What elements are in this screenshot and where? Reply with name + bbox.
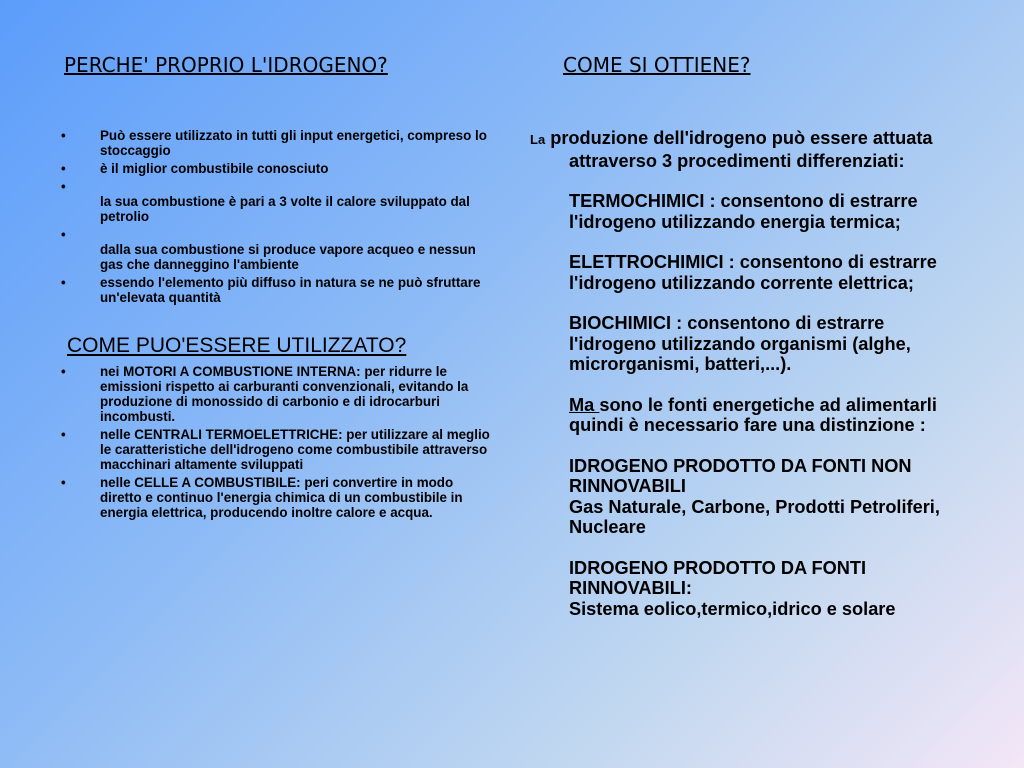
non-renewable-list: Gas Naturale, Carbone, Prodotti Petroliferi, Nucleare	[569, 496, 940, 537]
reason-text: dalla sua combustione si produce vapore acqueo e nessun gas che danneggino l'ambiente	[100, 242, 476, 272]
elettrochimici-text: ELETTROCHIMICI : consentono di estrarre l'idrogeno utilizzando corrente elettrica;	[569, 252, 937, 293]
renewable-block	[530, 558, 970, 620]
reason-item	[60, 161, 494, 176]
bullet-icon: •	[61, 161, 66, 176]
bullet-icon: •	[61, 427, 66, 442]
use-text: nei MOTORI A COMBUSTIONE INTERNA: per ridurre le emissioni rispetto ai carburanti convenzionali, evitando la produzione di monossido di carbonio e di idrocarburi incombusti.	[100, 364, 469, 424]
reason-text: la sua combustione è pari a 3 volte il calore sviluppato dal petrolio	[100, 194, 470, 224]
reason-text: è il miglior combustibile conosciuto	[100, 161, 329, 176]
intro-text: produzione dell'idrogeno può essere attuata attraverso 3 procedimenti differenziati:	[545, 128, 933, 171]
bullet-icon: •	[61, 179, 66, 194]
use-item	[60, 364, 494, 424]
ma-text: sono le fonti energetiche ad alimentarli quindi è necessario fare una distinzione :	[569, 394, 937, 435]
bullet-icon: •	[61, 364, 66, 379]
right-heading: COME SI OTTIENE?	[563, 53, 751, 77]
bullet-icon: •	[61, 128, 66, 143]
use-text: nelle CENTRALI TERMOELETTRICHE: per utilizzare al meglio le caratteristiche dell'idrogeno come combustibile attraverso macchinari altamente sviluppati	[100, 427, 490, 472]
reasons-list	[60, 128, 494, 308]
reason-item	[60, 275, 494, 305]
use-text: nelle CELLE A COMBUSTIBILE: peri convertire in modo diretto e continuo l'energia chimica di un combustibile in energia elettrica, producendo inoltre calore e acqua.	[100, 475, 463, 520]
sources-note	[530, 395, 970, 436]
termochimici-text: TERMOCHIMICI : consentono di estrarre l'idrogeno utilizzando energia termica;	[569, 191, 918, 232]
reason-item	[60, 179, 494, 224]
bullet-icon: •	[61, 227, 66, 242]
bullet-icon: •	[61, 275, 66, 290]
non-renewable-title: IDROGENO PRODOTTO DA FONTI NON RINNOVABILI	[569, 455, 912, 496]
use-item	[60, 427, 494, 472]
left-heading: PERCHE' PROPRIO L'IDROGENO?	[64, 53, 388, 77]
uses-heading: COME PUO'ESSERE UTILIZZATO?	[67, 334, 407, 357]
bullet-icon: •	[61, 475, 66, 490]
use-item	[60, 475, 494, 520]
uses-list	[60, 364, 494, 523]
renewable-title: IDROGENO PRODOTTO DA FONTI RINNOVABILI:	[569, 557, 867, 598]
biochimici-text: BIOCHIMICI : consentono di estrarre l'idrogeno utilizzando organismi (alghe, microrganismi, batteri,...).	[569, 313, 911, 374]
reason-item	[60, 227, 494, 272]
renewable-list: Sistema eolico,termico,idrico e solare	[569, 598, 896, 619]
reason-text: Può essere utilizzato in tutti gli input energetici, compreso lo stoccaggio	[100, 128, 487, 158]
production-column	[530, 128, 970, 639]
reason-item	[60, 128, 494, 158]
intro-la: La	[530, 132, 546, 147]
reason-text: essendo l'elemento più diffuso in natura se ne può sfruttare un'elevata quantità	[100, 275, 481, 305]
ma-word: Ma	[569, 394, 600, 415]
production-intro	[530, 128, 970, 171]
non-renewable-block	[530, 456, 970, 538]
